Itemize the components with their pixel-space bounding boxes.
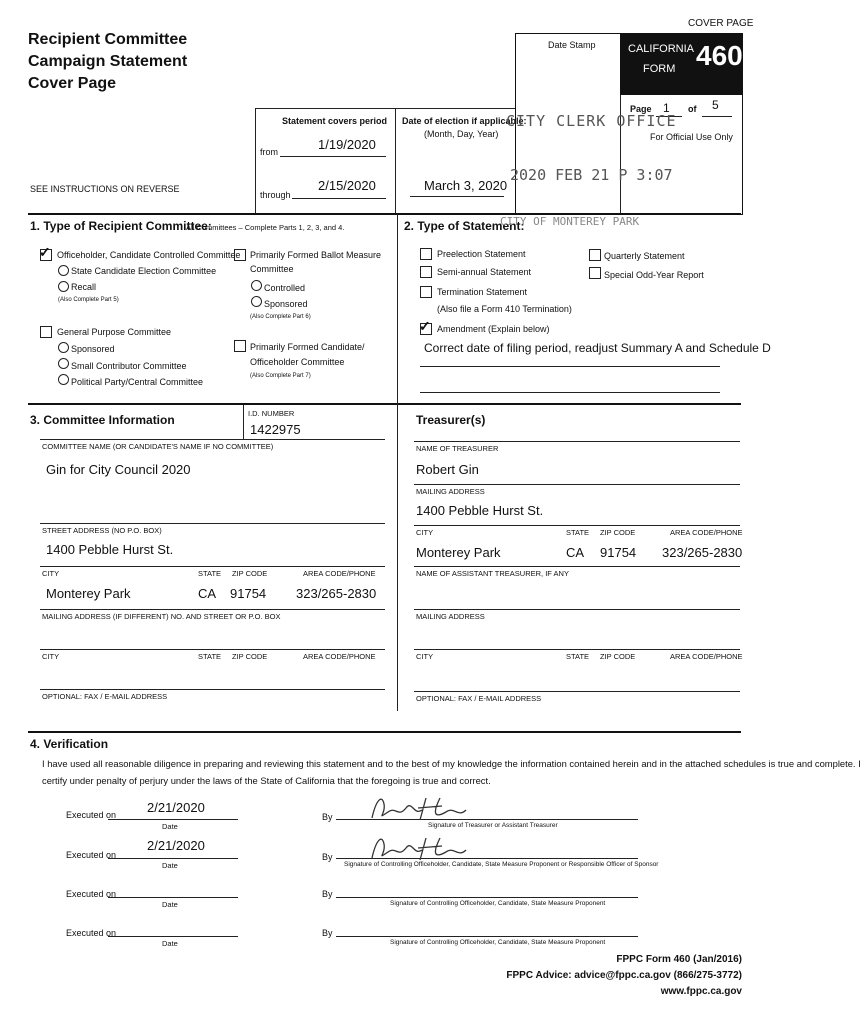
ballot-measure-checkbox[interactable] (234, 249, 246, 261)
city-label: CITY (42, 569, 60, 578)
date-label-3: Date (162, 900, 178, 909)
special-checkbox[interactable] (589, 267, 601, 279)
treasurer-city-label: CITY (416, 528, 434, 537)
primarily-candidate-label-1: Primarily Formed Candidate/ (250, 342, 365, 352)
treasurer-signature (362, 790, 472, 830)
mailing-state-label: STATE (198, 652, 222, 661)
treasurer-name-label: NAME OF TREASURER (416, 444, 499, 453)
treasurer-name-value: Robert Gin (416, 462, 479, 477)
period-from-label: from (260, 147, 278, 157)
primarily-candidate-label-2: Officeholder Committee (250, 357, 345, 367)
page-number: 1 (663, 101, 670, 115)
city-value: Monterey Park (46, 586, 131, 601)
checkmark-icon: ✓ (39, 244, 51, 260)
treasurer-mailing-value: 1400 Pebble Hurst St. (416, 503, 544, 518)
sponsored-radio[interactable] (58, 342, 69, 353)
phone-label: AREA CODE/PHONE (303, 569, 376, 578)
assistant-mailing-label: MAILING ADDRESS (416, 612, 485, 621)
section1-note: All Committees – Complete Parts 1, 2, 3, and 4. (186, 223, 345, 232)
amendment-explanation: Correct date of filing period, readjust Summary A and Schedule D (424, 341, 771, 355)
treasurer-phone-label: AREA CODE/PHONE (670, 528, 743, 537)
executed-on-label-1: Executed on (66, 810, 117, 820)
termination-checkbox[interactable] (420, 286, 432, 298)
by-label-2: By (322, 852, 333, 862)
election-sublabel: (Month, Day, Year) (424, 129, 499, 139)
verification-text-1: I have used all reasonable diligence in preparing and reviewing this statement and to the best of my knowledge the information contained herein and in the attached schedules is true and complete. I (42, 758, 861, 769)
sponsored2-radio[interactable] (251, 296, 262, 307)
election-label: Date of election if applicable: (402, 116, 527, 126)
state-label: STATE (198, 569, 222, 578)
state-candidate-label: State Candidate Election Committee (71, 266, 217, 276)
official-use-label: For Official Use Only (650, 132, 733, 142)
sig3-label: Signature of Controlling Officeholder, Candidate, State Measure Proponent (390, 900, 606, 907)
sig4-label: Signature of Controlling Officeholder, Candidate, State Measure Proponent (390, 939, 606, 946)
clerk-stamp: CITY CLERK OFFICE (506, 112, 677, 130)
executed-date-1: 2/21/2020 (147, 800, 205, 815)
termination-note: (Also file a Form 410 Termination) (437, 304, 572, 314)
sig2-label: Signature of Controlling Officeholder, Candidate, State Measure Proponent or Responsible Officer of Sponsor (344, 861, 659, 868)
advice-footer: FPPC Advice: advice@fppc.ca.gov (866/275-3772) (506, 970, 742, 981)
recall-radio[interactable] (58, 281, 69, 292)
web-footer: www.fppc.ca.gov (660, 986, 742, 997)
assistant-city-label: CITY (416, 652, 434, 661)
executed-on-label-3: Executed on (66, 889, 117, 899)
assistant-phone-label: AREA CODE/PHONE (670, 652, 743, 661)
california-label: CALIFORNIA (628, 43, 695, 55)
date-label-2: Date (162, 861, 178, 870)
amendment-label: Amendment (Explain below) (437, 324, 550, 334)
treasurer-city-value: Monterey Park (416, 545, 501, 560)
part7-note: (Also Complete Part 7) (250, 373, 311, 379)
sig1-label: Signature of Treasurer or Assistant Treasurer (428, 822, 558, 829)
candidate-signature (362, 828, 472, 868)
treasurer-mailing-label: MAILING ADDRESS (416, 487, 485, 496)
recall-label: Recall (71, 282, 97, 292)
form-title-line1: Recipient Committee (28, 31, 188, 48)
sponsored-label: Sponsored (71, 344, 115, 354)
political-party-label: Political Party/Central Committee (71, 377, 204, 387)
semiannual-label: Semi-annual Statement (437, 267, 532, 277)
date-stamp-label: Date Stamp (548, 40, 596, 50)
committee-name-value: Gin for City Council 2020 (46, 462, 191, 477)
date-label-1: Date (162, 822, 178, 831)
street-address-label: STREET ADDRESS (NO P.O. BOX) (42, 526, 162, 535)
zip-value: 91754 (230, 586, 267, 601)
controlled-radio[interactable] (251, 280, 262, 291)
assistant-treasurer-label: NAME OF ASSISTANT TREASURER, IF ANY (416, 569, 569, 578)
ballot-measure-label-2: Committee (250, 264, 294, 274)
instructions-label: SEE INSTRUCTIONS ON REVERSE (30, 184, 180, 194)
preelection-checkbox[interactable] (420, 248, 432, 260)
form-label: FORM (643, 63, 676, 75)
officeholder-label: Officeholder, Candidate Controlled Committee (57, 250, 241, 260)
treasurer-phone-value: 323/265-2830 (662, 545, 743, 560)
election-value: March 3, 2020 (424, 178, 508, 193)
optional-fax-label: OPTIONAL: FAX / E-MAIL ADDRESS (42, 692, 168, 701)
zip-label: ZIP CODE (232, 569, 268, 578)
committee-name-label: COMMITTEE NAME (OR CANDIDATE'S NAME IF NO COMMITTEE) (42, 442, 274, 451)
primarily-candidate-checkbox[interactable] (234, 340, 246, 352)
small-contributor-radio[interactable] (58, 358, 69, 369)
id-number-value: 1422975 (250, 422, 301, 437)
mailing-phone-label: AREA CODE/PHONE (303, 652, 376, 661)
cover-page-label: COVER PAGE (688, 18, 754, 29)
period-through-value: 2/15/2020 (318, 178, 376, 193)
special-label: Special Odd-Year Report (604, 270, 704, 280)
period-label: Statement covers period (282, 116, 388, 126)
ballot-measure-label-1: Primarily Formed Ballot Measure (250, 250, 382, 260)
treasurer-optional-label: OPTIONAL: FAX / E-MAIL ADDRESS (416, 694, 542, 703)
treasurer-zip-value: 91754 (600, 545, 637, 560)
state-candidate-radio[interactable] (58, 265, 69, 276)
recall-note: (Also Complete Part 5) (58, 297, 119, 303)
mailing-address-label: MAILING ADDRESS (IF DIFFERENT) NO. AND STREET OR P.O. BOX (42, 612, 281, 621)
mailing-zip-label: ZIP CODE (232, 652, 268, 661)
mailing-city-label: CITY (42, 652, 60, 661)
controlled-label: Controlled (264, 283, 306, 293)
id-number-label: I.D. NUMBER (248, 409, 295, 418)
by-label-4: By (322, 928, 333, 938)
treasurer-zip-label: ZIP CODE (600, 528, 636, 537)
state-value: CA (198, 586, 217, 601)
termination-label: Termination Statement (437, 287, 528, 297)
phone-value: 323/265-2830 (296, 586, 377, 601)
assistant-zip-label: ZIP CODE (600, 652, 636, 661)
period-through-label: through (260, 190, 291, 200)
executed-date-2: 2/21/2020 (147, 838, 205, 853)
preelection-label: Preelection Statement (437, 249, 526, 259)
section4-title: 4. Verification (30, 737, 109, 751)
checkmark-icon: ✓ (419, 318, 431, 334)
general-purpose-checkbox[interactable] (40, 326, 52, 338)
street-address-value: 1400 Pebble Hurst St. (46, 542, 174, 557)
section2-title: 2. Type of Statement: (404, 219, 525, 233)
executed-on-label-4: Executed on (66, 928, 117, 938)
date-received-stamp: 2020 FEB 21 P 3:07 (510, 166, 673, 184)
page-total: 5 (712, 98, 719, 112)
form-title-line2: Campaign Statement (28, 53, 188, 70)
form-id-footer: FPPC Form 460 (Jan/2016) (616, 954, 742, 965)
period-from-value: 1/19/2020 (318, 137, 376, 152)
form-number: 460 (696, 40, 743, 71)
by-label-3: By (322, 889, 333, 899)
political-party-radio[interactable] (58, 374, 69, 385)
semiannual-checkbox[interactable] (420, 266, 432, 278)
sponsored2-label: Sponsored (264, 299, 308, 309)
city-stamp: CITY OF MONTEREY PARK (500, 215, 640, 228)
part6-note: (Also Complete Part 6) (250, 314, 311, 320)
small-contributor-label: Small Contributor Committee (71, 361, 187, 371)
assistant-state-label: STATE (566, 652, 590, 661)
of-label: of (688, 104, 697, 114)
section3-title: 3. Committee Information (30, 413, 175, 427)
executed-on-label-2: Executed on (66, 850, 117, 860)
treasurer-state-label: STATE (566, 528, 590, 537)
treasurer-state-value: CA (566, 545, 585, 560)
page-label: Page (630, 104, 652, 114)
date-label-4: Date (162, 939, 178, 948)
section1-title: 1. Type of Recipient Committee: (30, 219, 212, 233)
by-label-1: By (322, 812, 333, 822)
general-purpose-label: General Purpose Committee (57, 327, 172, 337)
form-title-line3: Cover Page (28, 75, 117, 92)
quarterly-checkbox[interactable] (589, 249, 601, 261)
treasurer-title: Treasurer(s) (416, 413, 486, 427)
verification-text-2: certify under penalty of perjury under the laws of the State of California that the foregoing is true and correct. (42, 775, 491, 786)
quarterly-label: Quarterly Statement (604, 251, 685, 261)
